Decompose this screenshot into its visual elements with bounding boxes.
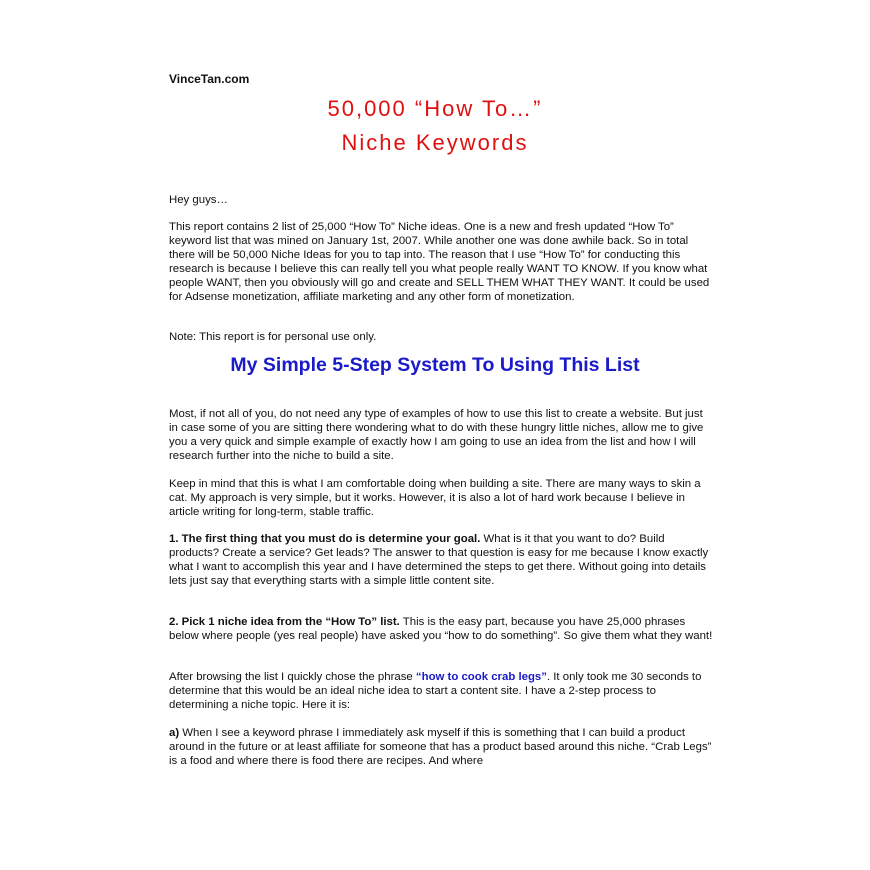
item-a-paragraph	[169, 726, 714, 768]
browse-paragraph	[169, 670, 714, 712]
title-line-1: 50,000 “How To…”	[327, 96, 543, 121]
item-a-text: When I see a keyword phrase I immediately ask myself if this is something that I can build a product around in the future or at least affiliate for someone that has a product based around this niche. “Crab Legs” is a food and where there is food there are recipes. And where	[169, 727, 712, 768]
paragraph-comfortable: Keep in mind that this is what I am comfortable doing when building a site. There are many ways to skin a cat. My approach is very simple, but it works. However, it is also a lot of hard work because I believe in article writing for long-term, stable traffic.	[169, 478, 701, 519]
greeting: Hey guys…	[169, 194, 228, 206]
site-name: VinceTan.com	[169, 72, 250, 86]
title-line-2: Niche Keywords	[341, 130, 529, 155]
section-heading: My Simple 5-Step System To Using This List	[230, 354, 640, 376]
browse-text-before: After browsing the list I quickly chose the phrase	[169, 671, 416, 683]
keyword-phrase: “how to cook crab legs”	[415, 671, 547, 683]
note: Note: This report is for personal use only.	[169, 331, 377, 343]
step-1-title: 1. The first thing that you must do is determine your goal.	[169, 533, 481, 545]
paragraph-examples: Most, if not all of you, do not need any type of examples of how to use this list to create a website. But just in case some of you are sitting there wondering what to do with these hungry little niches, allow me to give you a very quick and simple example of exactly how I am going to use an idea from the list and how I will research further into the niche to build a site.	[169, 408, 704, 463]
item-a-marker: a)	[169, 727, 180, 739]
step-2-title: 2. Pick 1 niche idea from the “How To” list.	[169, 616, 400, 628]
step-2-paragraph	[169, 615, 714, 643]
step-2-text: This is the easy part, because you have 25,000 phrases below where people (yes real people) have asked you “how to do something”. So give them what they want!	[169, 616, 713, 643]
step-1-paragraph	[169, 532, 714, 588]
intro-paragraph: This report contains 2 list of 25,000 “How To” Niche ideas. One is a new and fresh updated “How To” keyword list that was mined on January 1st, 2007. While another one was done awhile back. So in total there will be 50,000 Niche Ideas for you to tap into. The reason that I use “How To” for conducting this research is because I believe this can really tell you what people really WANT TO KNOW. If you know what people WANT, then you obviously will go and create and SELL THEM WHAT THEY WANT. It could be used for Adsense monetization, affiliate marketing and any other form of monetization.	[169, 221, 710, 304]
step-1-text: What is it that you want to do? Build products? Create a service? Get leads? The answer to that question is easy for me because I know exactly what I want to accomplish this year and I have determined the steps to get there. Without going into details lets just say that everything starts with a simple little content site.	[169, 533, 709, 588]
browse-text-after: . It only took me 30 seconds to determine that this would be an ideal niche idea to start a content site. I have a 2-step process to determining a niche topic. Here it is:	[169, 671, 702, 712]
